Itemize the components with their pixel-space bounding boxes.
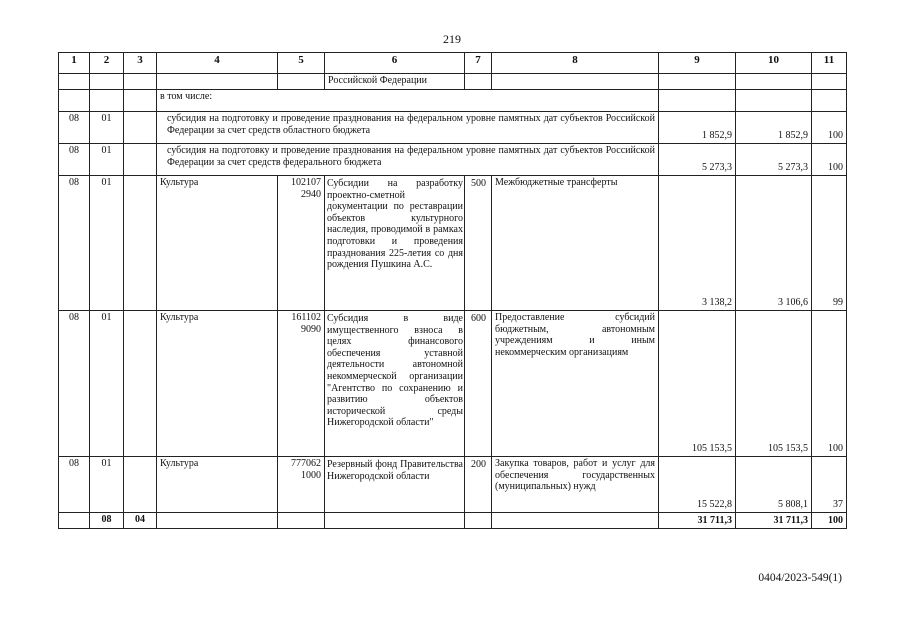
cell-code: 161102 9090 — [278, 311, 325, 457]
col-header: 1 — [59, 53, 90, 74]
cell-kind: 600 — [465, 311, 492, 457]
cell-culture: Культура — [157, 457, 278, 513]
table-row — [59, 176, 847, 311]
cell-kind-name: Межбюджетные трансферты — [492, 176, 659, 311]
cell-purpose: Резервный фонд Правительства Нижегородской области — [325, 457, 465, 513]
cell-section: 08 — [59, 457, 90, 513]
cell-fact: 5 273,3 — [736, 144, 812, 176]
table-row — [59, 112, 847, 144]
cell-subsidy-description: субсидия на подготовку и проведение празднования на федеральном уровне памятных дат субъектов Российской Федерации за счет средств областного бюджета — [157, 112, 659, 144]
cell-section: 08 — [59, 112, 90, 144]
cell-section: 08 — [90, 513, 124, 529]
budget-table — [58, 52, 847, 529]
total-row — [59, 513, 847, 529]
cell-purpose: Российской Федерации — [325, 74, 465, 90]
cell-section: 08 — [59, 144, 90, 176]
table-row — [59, 90, 847, 112]
col-header: 10 — [736, 53, 812, 74]
cell-fact: 5 808,1 — [736, 457, 812, 513]
cell-subsection: 01 — [90, 457, 124, 513]
col-header: 7 — [465, 53, 492, 74]
col-header: 6 — [325, 53, 465, 74]
cell-plan: 1 852,9 — [659, 112, 736, 144]
col-header: 4 — [157, 53, 278, 74]
cell-subsection: 04 — [124, 513, 157, 529]
cell-kind-name: Закупка товаров, работ и услуг для обеспечения государственных (муниципальных) нужд — [492, 457, 659, 513]
cell-percent: 37 — [812, 457, 847, 513]
cell-culture: Культура — [157, 176, 278, 311]
cell-percent: 100 — [812, 144, 847, 176]
table-row — [59, 311, 847, 457]
col-header: 2 — [90, 53, 124, 74]
cell-plan-total: 31 711,3 — [659, 513, 736, 529]
cell-plan: 105 153,5 — [659, 311, 736, 457]
cell-plan: 5 273,3 — [659, 144, 736, 176]
cell-section: 08 — [59, 311, 90, 457]
cell-fact: 3 106,6 — [736, 176, 812, 311]
cell-fact: 105 153,5 — [736, 311, 812, 457]
col-header: 5 — [278, 53, 325, 74]
header-row — [59, 53, 847, 74]
cell-plan: 15 522,8 — [659, 457, 736, 513]
cell-kind: 200 — [465, 457, 492, 513]
cell-kind: 500 — [465, 176, 492, 311]
col-header: 8 — [492, 53, 659, 74]
cell-fact-total: 31 711,3 — [736, 513, 812, 529]
page-number: 219 — [443, 32, 461, 46]
cell-percent: 100 — [812, 112, 847, 144]
cell-percent-total: 100 — [812, 513, 847, 529]
cell-fact: 1 852,9 — [736, 112, 812, 144]
cell-plan: 3 138,2 — [659, 176, 736, 311]
cell-code: 102107 2940 — [278, 176, 325, 311]
cell-percent: 100 — [812, 311, 847, 457]
table-row — [59, 74, 847, 90]
col-header: 3 — [124, 53, 157, 74]
cell-subsection: 01 — [90, 311, 124, 457]
cell-culture: Культура — [157, 311, 278, 457]
cell-subsection: 01 — [90, 112, 124, 144]
col-header: 9 — [659, 53, 736, 74]
cell-subsection: 01 — [90, 176, 124, 311]
cell-percent: 99 — [812, 176, 847, 311]
table-row — [59, 144, 847, 176]
cell-subsection: 01 — [90, 144, 124, 176]
cell-including-label: в том числе: — [157, 90, 659, 112]
cell-subsidy-description: субсидия на подготовку и проведение празднования на федеральном уровне памятных дат субъектов Российской Федерации за счет средств федерального бюджета — [157, 144, 659, 176]
table-row — [59, 457, 847, 513]
col-header: 11 — [812, 53, 847, 74]
cell-kind-name: Предоставление субсидий бюджетным, автономным учреждениям и иным некоммерческим организациям — [492, 311, 659, 457]
document-code: 0404/2023-549(1) — [758, 572, 842, 584]
cell-purpose: Субсидия в виде имущественного взноса в целях финансового обеспечения уставной деятельности автономной некоммерческой организации "Агентство по сохранению и развитию объектов исторической среды Нижегородской области" — [325, 311, 465, 457]
cell-purpose: Субсидии на разработку проектно-сметной документации по реставрации объектов культурного наследия, проводимой в рамках подготовки и проведения празднования 225-летия со дня рождения Пушкина А.С. — [325, 176, 465, 311]
cell-section: 08 — [59, 176, 90, 311]
cell-code: 777062 1000 — [278, 457, 325, 513]
